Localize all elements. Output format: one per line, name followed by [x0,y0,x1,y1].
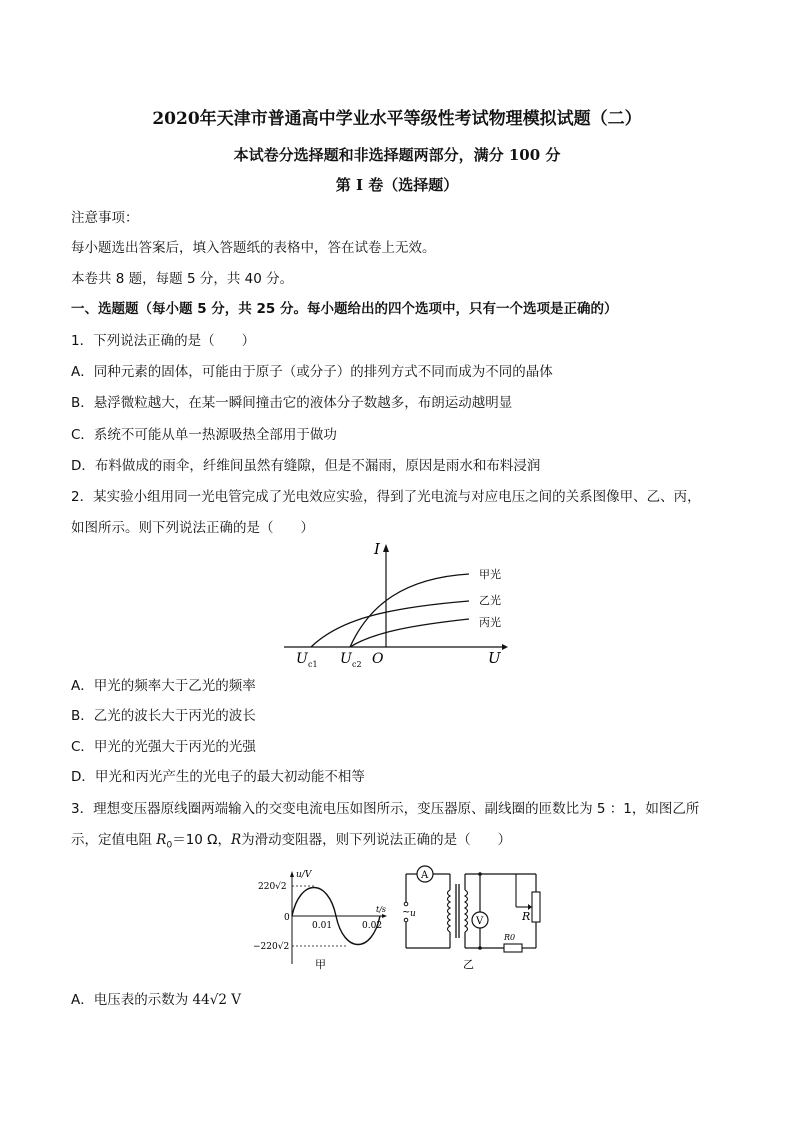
y-axis-arrow [383,544,389,552]
section-heading: 一、选题题（每小题 5 分，共 25 分。每小题给出的四个选项中，只有一个选项是正确的） [71,301,618,317]
source-label: u [410,909,416,919]
primary-coil [448,890,451,932]
q2-option-a: A．甲光的频率大于乙光的频率 [71,678,256,694]
origin-label: O [372,651,384,667]
q1-option-c: C．系统不可能从单一热源吸热全部用于做功 [71,427,337,443]
uc1-label: U [296,651,308,667]
q1-option-a: A．同种元素的固体，可能由于原子（或分子）的排列方式不同而成为不同的晶体 [71,364,553,380]
ammeter-label: A [421,870,429,881]
u-axis-label: u/V [296,870,312,880]
t-axis-label: t/s [376,905,387,914]
rheostat-label: R [522,910,531,923]
rheostat [532,892,540,922]
q2-stem-line-1: 2．某实验小组用同一光电管完成了光电效应实验，得到了光电流与对应电压之间的关系图像甲、乙、丙， [71,489,701,505]
x-axis-label: U [488,649,501,667]
q2-option-b: B．乙光的波长大于丙光的波长 [71,708,256,724]
q3-option-a [71,991,241,1009]
source-terminal-top [404,902,408,906]
voltmeter-label: V [476,916,484,927]
curve-yi-label: 乙光 [479,594,501,607]
q3-option-a-text: A．电压表的示数为 [71,992,189,1008]
q3-stem-line-2 [71,831,511,855]
junction-top [478,872,482,876]
t1-label: 0.01 [312,921,333,931]
r0-label: R0 [504,933,516,942]
exam-title: 2020年天津市普通高中学业水平等级性考试物理模拟试题（二） [152,109,642,129]
voltage-waveform-graph [252,866,392,972]
t-axis-arrow [382,914,387,918]
uc1-subscript: c1 [308,660,318,669]
t2-label: 0.02 [362,921,383,931]
x-axis-arrow [502,644,508,650]
u-axis-arrow [290,871,294,877]
q2-stem-line-2: 如图所示。则下列说法正确的是（ ） [71,520,314,536]
uc2-label: U [340,651,352,667]
secondary-coil [465,890,468,932]
q3-stem-text-b: ＝10 Ω， [172,832,231,848]
figure-b-caption: 乙 [463,958,474,971]
curve-jia-label: 甲光 [479,568,501,581]
figure-a-caption: 甲 [315,958,326,971]
part-heading: 第 I 卷（选择题） [335,176,459,194]
curve-jia [350,574,469,647]
r0-subscript: 0 [166,840,173,851]
q1-option-b: B．悬浮微粒越大，在某一瞬间撞击它的液体分子数越多，布朗运动越明显 [71,395,513,411]
r-symbol: R [231,832,242,848]
photoelectric-graph [284,540,509,670]
q2-option-d: D．甲光和丙光产生的光电子的最大初动能不相等 [71,769,365,785]
q3-stem-line-1: 3．理想变压器原线圈两端输入的交变电流电压如图所示，变压器原、副线圈的匝数比为 5 ：1，如图乙所 [71,801,700,817]
q1-option-d: D．布料做成的雨伞，纤维间虽然有缝隙，但是不漏雨，原因是雨水和布料浸润 [71,458,541,474]
q1-stem: 1．下列说法正确的是（ ） [71,333,256,349]
q3-option-a-value: 44√2 V [192,992,241,1008]
curve-bing [350,619,469,647]
notes-line-2: 本卷共 8 题，每题 5 分，共 40 分。 [71,271,294,287]
notes-line-1: 每小题选出答案后，填入答题纸的表格中，答在试卷上无效。 [71,240,436,256]
fixed-resistor-r0 [504,944,522,952]
q3-stem-text-c: 为滑动变阻器，则下列说法正确的是（ ） [241,832,512,848]
junction-bottom [478,946,482,950]
notes-heading: 注意事项： [71,210,139,226]
zero-label: 0 [284,913,290,923]
curve-yi [311,601,469,647]
curve-bing-label: 丙光 [479,616,501,629]
uc2-subscript: c2 [352,660,362,669]
r0-symbol: R [156,832,167,848]
ymax-label: 220√2 [258,882,287,892]
transformer-circuit [398,860,550,972]
y-axis-label: I [374,540,380,558]
ymin-label: −220√2 [253,942,290,952]
exam-subtitle: 本试卷分选择题和非选择题两部分，满分 100 分 [233,146,561,164]
source-terminal-bottom [404,918,408,922]
ac-source-icon: ~ [402,907,411,918]
q3-stem-text-a: 示，定值电阻 [71,832,157,848]
q2-option-c: C．甲光的光强大于丙光的光强 [71,739,256,755]
